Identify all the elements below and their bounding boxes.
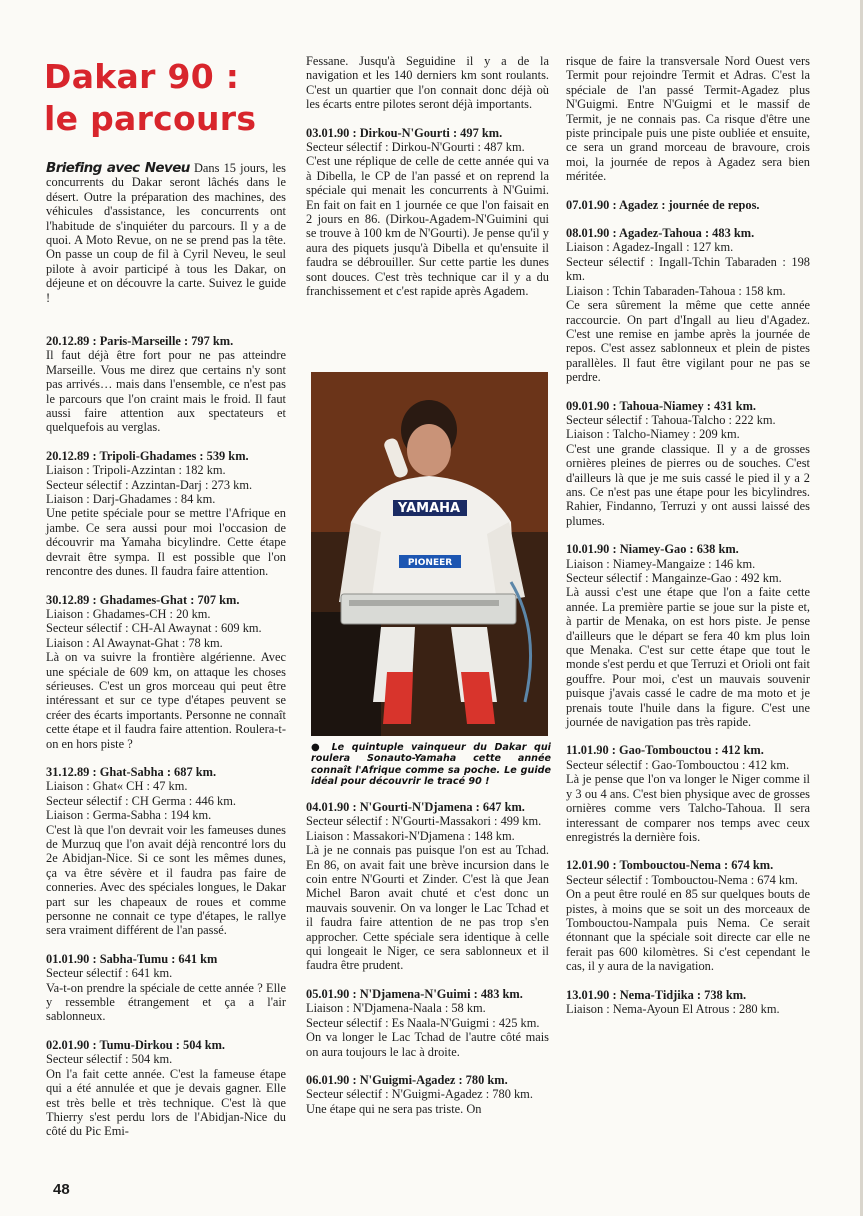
stage-text: Là aussi c'est une étape que l'on a faite cette année. La première partie se joue sur la piste et, à partir de Menaka, on est hors piste. Je pense d'ailleurs que le départ se fera 40 km plus loin que Menaka. C'est sur cette étape que tout le monde s'est perdu et que Terruzi et Orioli ont fait gouffre. Pour moi, c'est un mauvais souvenir puisque j'avais cassé le cadre de ma moto et je prenais toute l'huile dans la figure. C'est une journée de navigation pas très rapide. bbox=[566, 585, 810, 730]
intro-lead: Briefing avec Neveu bbox=[46, 160, 190, 176]
stage-text: Il faut déjà être fort pour ne pas atteindre Marseille. Vous me direz que certains n'y sont pas arrivés… mais dans l'ensemble, ce n'est pas le parcours que l'on craint mais le froid. Il faut aussi faire attention aux spectateurs et quelquefois au verglas. bbox=[46, 348, 286, 435]
stage-text: On va longer le Lac Tchad de l'autre côté mais on aura toujours le lac à droite. bbox=[306, 1030, 549, 1059]
stage-text: Secteur sélectif : CH Germa : 446 km. bbox=[46, 793, 236, 808]
stage-section bbox=[566, 226, 810, 384]
stage-section bbox=[566, 858, 810, 973]
rider-photo bbox=[311, 372, 548, 736]
column-3-stages bbox=[566, 54, 810, 1016]
stage-text: Une petite spéciale pour se mettre l'Afrique en jambe. Ce sera aussi pour moi l'occasion de découvrir ma Yamaha bicylindre. Cette étape devrait être sympa. Il est possible que l'on rencontre des dunes. Il faudra faire attention. bbox=[46, 506, 286, 579]
stage-text: Liaison : Talcho-Niamey : 209 km. bbox=[566, 427, 740, 442]
stage-text: Liaison : N'Djamena-Naala : 58 km. bbox=[306, 1001, 486, 1016]
stage-text: Là je pense que l'on va longer le Niger comme il y 3 ou 4 ans. C'est bien physique avec de grosses ornières comme vers Talcho-Tahoua. Il sera interessant de comparer nos temps avec ceux enregistrés la dernière fois. bbox=[566, 772, 810, 844]
stage-section bbox=[566, 54, 810, 184]
stage-heading: 30.12.89 : Ghadames-Ghat : 707 km. bbox=[46, 592, 240, 607]
stage-text: Liaison : Niamey-Mangaize : 146 km. bbox=[566, 556, 756, 571]
stage-text: Liaison : Darj-Ghadames : 84 km. bbox=[46, 492, 216, 507]
stage-text: On a peut être roulé en 85 sur quelques bouts de pistes, à moins que se soit un des morceaux de Tombouctou-Nampala puis Nema. Ce serait étonnant que la spéciale soit directe car elle ne ferait pas 600 kilomètres. Si c'est cependant le cas, il y aura de la navigation. bbox=[566, 887, 810, 974]
stage-section bbox=[566, 542, 810, 729]
stage-section bbox=[46, 449, 286, 579]
stage-text: Liaison : Germa-Sabha : 194 km. bbox=[46, 808, 212, 823]
stage-text: Secteur sélectif : Ingall-Tchin Tabaraden : 198 km. bbox=[566, 254, 810, 284]
stage-text: Là je ne connais pas puisque l'on est au Tchad. En 86, on avait fait une brève incursion dans le coin entre N'Gourti et Zinder. C'est là que Jean Michel Baron avait chuté et c'est donc un mauvais souvenir. On va longer le Lac Tchad et il faudra faire attention de ne pas trop s'en approcher. Cette spéciale sera identique à celle qui longeait le Niger, ce sera sablonneux et il faudra être prudent. bbox=[306, 843, 549, 973]
stage-heading: 06.01.90 : N'Guigmi-Agadez : 780 km. bbox=[306, 1072, 508, 1087]
stage-text: Secteur sélectif : Tahoua-Talcho : 222 km. bbox=[566, 412, 776, 427]
stage-text: Liaison : Tripoli-Azzintan : 182 km. bbox=[46, 463, 226, 478]
stage-text: On l'a fait cette année. C'est la fameuse étape qui a été annulée et que je devais gagner. Elle est très belle et très technique. C'est là que Thierry s'est perdu lors de l'Abidjan-Nice du côté du Pic Emi- bbox=[46, 1066, 286, 1139]
stage-text: Va-t-on prendre la spéciale de cette année ? Elle y ressemble étrangement et ça a l'air sablonneux. bbox=[46, 980, 286, 1024]
stage-section bbox=[306, 126, 549, 299]
stage-heading: 05.01.90 : N'Djamena-N'Guimi : 483 km. bbox=[306, 986, 523, 1001]
stage-heading: 12.01.90 : Tombouctou-Nema : 674 km. bbox=[566, 858, 774, 873]
stage-heading: 31.12.89 : Ghat-Sabha : 687 km. bbox=[46, 764, 217, 779]
stage-text: risque de faire la transversale Nord Ouest vers Termit pour rejoindre Termit et Adras. C'est la spéciale de l'an passé Termit-Agadez plus N'Guigmi. Entre N'Guigmi et le massif de Termit, je ne connais pas. Ca risque d'être une piste principale puis une piste oubliée et ensuite, ce sera un grand morceau de bravoure, crois moi, la journée de repos à Agadez sera bien méritée. bbox=[566, 54, 810, 184]
stage-heading: 04.01.90 : N'Gourti-N'Djamena : 647 km. bbox=[306, 800, 525, 814]
stage-section bbox=[566, 988, 810, 1017]
column-1-stages bbox=[46, 334, 286, 1139]
stage-text: Secteur sélectif : Dirkou-N'Gourti : 487 km. bbox=[306, 140, 525, 155]
stage-text: Liaison : Agadez-Ingall : 127 km. bbox=[566, 240, 734, 255]
stage-heading: 08.01.90 : Agadez-Tahoua : 483 km. bbox=[566, 226, 755, 241]
article-title: Dakar 90 : le parcours bbox=[44, 57, 257, 138]
stage-text: Secteur sélectif : N'Gourti-Massakori : 499 km. bbox=[306, 814, 542, 829]
stage-text: Fessane. Jusqu'à Seguidine il y a de la navigation et les 140 derniers km sont roulants. C'est un quartier que l'on connait donc déjà où les écarts entre pilotes seront déjà importants. bbox=[306, 54, 549, 112]
stage-section bbox=[46, 593, 286, 751]
stage-text: Secteur sélectif : Azzintan-Darj : 273 km. bbox=[46, 477, 253, 492]
stage-section bbox=[306, 1073, 549, 1116]
stage-text: Secteur sélectif : N'Guigmi-Agadez : 780 km. bbox=[306, 1087, 533, 1102]
stage-text: C'est une réplique de celle de cette année qui va à Dibella, le CP de l'an passé et on reprend la spéciale qui menait les concurrents à N'Guimi. En fait on fait en 1 journée ce que l'on faisait en 2 jours en 86. (Dirkou-Agadem-N'Guimini qui se trouve à 100 km de N'Gourti). Je pense qu'il y aura des piquets jusqu'à Dibella et qu'ensuite il faudra se débrouiller. Sur cette partie les dunes sont douces. C'est très technique car il y a du franchissement et c'est rapide après Agadem. bbox=[306, 154, 549, 299]
column-2-bottom-stages bbox=[306, 800, 549, 1116]
stage-heading: 03.01.90 : Dirkou-N'Gourti : 497 km. bbox=[306, 125, 503, 140]
stage-text: Secteur sélectif : Gao-Tombouctou : 412 km. bbox=[566, 757, 790, 772]
page-number: 48 bbox=[53, 1181, 70, 1198]
stage-text: Secteur sélectif : 641 km. bbox=[46, 966, 173, 981]
stage-heading: 20.12.89 : Tripoli-Ghadames : 539 km. bbox=[46, 448, 249, 463]
column-2-top-stages bbox=[306, 54, 549, 299]
photo-caption: ● Le quintuple vainqueur du Dakar qui roulera Sonauto-Yamaha cette année connaît l'Afrique comme sa poche. Le guide idéal pour découvrir le tracé 90 ! bbox=[311, 742, 551, 788]
intro-paragraph bbox=[46, 161, 286, 305]
stage-section bbox=[46, 765, 286, 938]
stage-text: Ce sera sûrement la même que cette année raccourcie. On part d'Ingall au lieu d'Agadez. C'est une remise en jambe après la journée de repos. C'est assez sablonneux et plein de pistes parallèles. Il faut être vigilant pour ne pas se perdre. bbox=[566, 298, 810, 385]
stage-text: Là on va suivre la frontière algérienne. Avec une spéciale de 609 km, on attaque les choses sérieuses. C'est un gros morceau qui peut être intéressant et sur ce type d'étapes peuvent se créer des écarts importants. Personne ne connaît cette étape et il faudra faire attention. Roulera-t-on en hors piste ? bbox=[46, 650, 286, 751]
stage-text: Liaison : Al Awaynat-Ghat : 78 km. bbox=[46, 635, 223, 650]
stage-section bbox=[46, 1038, 286, 1139]
stage-text: Liaison : Massakori-N'Djamena : 148 km. bbox=[306, 828, 515, 843]
stage-section bbox=[306, 800, 549, 973]
stage-text: Secteur sélectif : Mangainze-Gao : 492 km. bbox=[566, 571, 782, 585]
stage-text: Secteur sélectif : Tombouctou-Nema : 674 km. bbox=[566, 872, 798, 887]
stage-section bbox=[566, 399, 810, 529]
stage-heading: 01.01.90 : Sabha-Tumu : 641 km bbox=[46, 951, 218, 966]
stage-section bbox=[306, 54, 549, 112]
stage-section bbox=[566, 743, 810, 844]
stage-heading: 20.12.89 : Paris-Marseille : 797 km. bbox=[46, 334, 234, 348]
stage-heading: 02.01.90 : Tumu-Dirkou : 504 km. bbox=[46, 1037, 226, 1052]
stage-text: Liaison : Ghadames-CH : 20 km. bbox=[46, 606, 211, 621]
intro-text: Dans 15 jours, les concurrents du Dakar seront lâchés dans le désert. Outre la préparation des machines, des véhicules d'assistance, les concurrents ont l'habitude de s'inquiéter du parcours. Il y a de quoi. A Moto Revue, on ne se prend pas la tête. On passe un coup de fil à Cyril Neveu, le seul pilote à avoir participé à tous les Dakar, on déjeune et on découvre la carte. Suivez le guide ! bbox=[46, 161, 286, 305]
stage-text: Liaison : Nema-Ayoun El Atrous : 280 km. bbox=[566, 1001, 780, 1016]
stage-text: Liaison : Tchin Tabaraden-Tahoua : 158 km. bbox=[566, 283, 786, 298]
stage-text: Une étape qui ne sera pas triste. On bbox=[306, 1101, 482, 1116]
stage-text: C'est là que l'on devrait voir les fameuses dunes de Murzuq que l'on avait déjà rencontré lors du 2e Abidjan-Nice. Si ce sont les mêmes dunes, ça va être sévère et il faudra pas faire de conneries. Avec des spéciales longues, le Dakar part sur les chapeaux de roues et comme personne ne connait ce type d'étapes, le rallye sera vraiment différent de l'an passé. bbox=[46, 822, 286, 938]
stage-section bbox=[306, 987, 549, 1059]
stage-text: C'est une grande classique. Il y a de grosses ornières pleines de pierres ou de souches. C'est d'ailleurs là que je me suis cassé le pied il y a 2 ans. Ce n'est pas une étape pour les bicylindres. Rahier, Findanno, Terruzi y ont aussi laissé des plumes. bbox=[566, 441, 810, 528]
stage-text: Secteur sélectif : 504 km. bbox=[46, 1052, 173, 1067]
stage-section bbox=[46, 334, 286, 435]
stage-heading: 07.01.90 : Agadez : journée de repos. bbox=[566, 197, 760, 212]
stage-text: Liaison : Ghat« CH : 47 km. bbox=[46, 779, 188, 794]
stage-heading: 13.01.90 : Nema-Tidjika : 738 km. bbox=[566, 987, 747, 1002]
sponsor-logo-text: PIONEER bbox=[407, 558, 453, 568]
stage-heading: 11.01.90 : Gao-Tombouctou : 412 km. bbox=[566, 743, 764, 758]
stage-heading: 09.01.90 : Tahoua-Niamey : 431 km. bbox=[566, 398, 757, 413]
rider-illustration bbox=[311, 372, 548, 736]
stage-section bbox=[566, 198, 810, 212]
stage-text: Secteur sélectif : CH-Al Awaynat : 609 km. bbox=[46, 621, 262, 636]
stage-section bbox=[46, 952, 286, 1024]
stage-heading: 10.01.90 : Niamey-Gao : 638 km. bbox=[566, 542, 739, 557]
jersey-text: YAMAHA bbox=[397, 501, 461, 516]
stage-text: Secteur sélectif : Es Naala-N'Guigmi : 425 km. bbox=[306, 1015, 540, 1030]
